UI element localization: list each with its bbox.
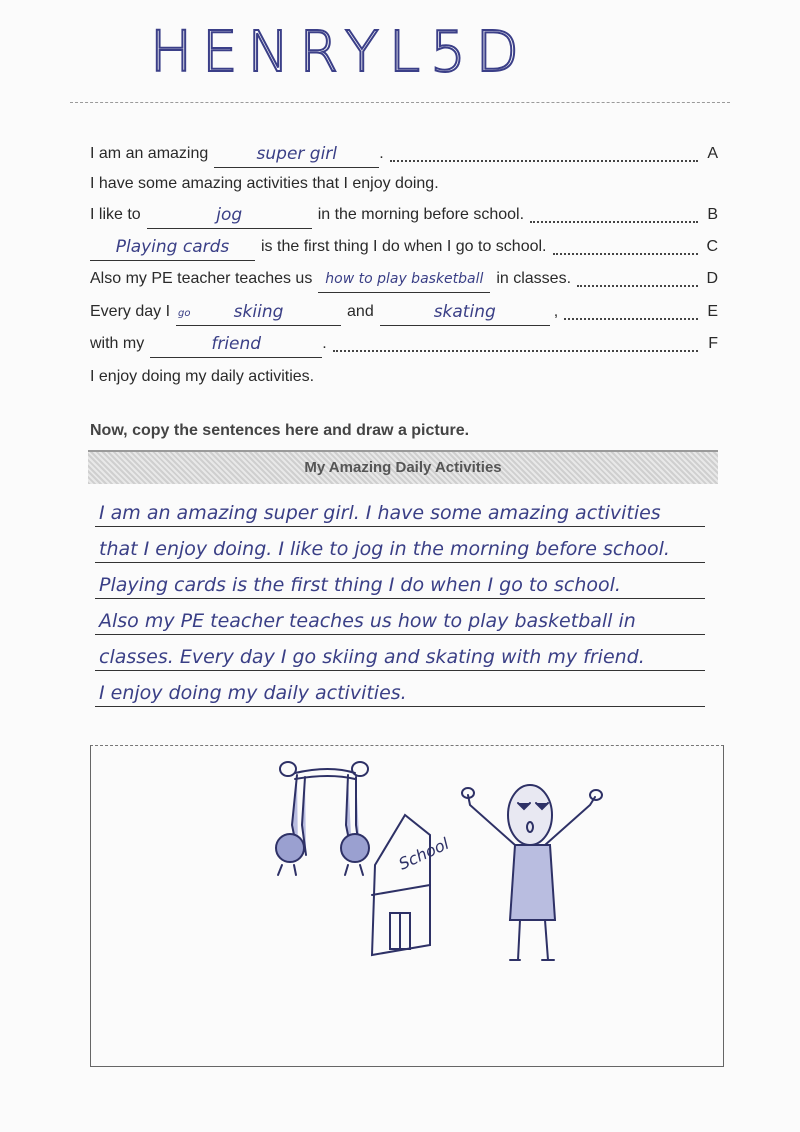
answer-handwriting: skating (433, 302, 496, 322)
sentence-text: is the first thing I do when I go to school. (261, 238, 547, 255)
writing-line[interactable] (95, 670, 705, 707)
sentence-text: . (322, 335, 327, 352)
header-divider (70, 102, 730, 103)
sentence-e (90, 298, 718, 326)
person-doodle (462, 785, 602, 960)
handwritten-text: Playing cards is the first thing I do when I go to school. (99, 574, 621, 596)
answer-letter: B (707, 206, 718, 223)
sentence-text: . (379, 145, 384, 162)
dotted-leader (564, 298, 698, 320)
copy-instruction: Now, copy the sentences here and draw a picture. (90, 422, 470, 439)
answer-handwriting: jog (216, 205, 243, 225)
sentence-f (90, 330, 718, 358)
handwritten-text: I am an amazing super girl. I have some amazing activities (99, 502, 661, 524)
dotted-leader (333, 330, 698, 352)
school-doodle (372, 815, 430, 955)
writing-line[interactable] (95, 562, 705, 599)
dotted-leader (577, 265, 698, 287)
answer-handwriting: skiing (233, 302, 284, 322)
answer-blank[interactable] (150, 331, 322, 358)
writing-line[interactable] (95, 598, 705, 635)
sentence-text: Every day I (90, 303, 171, 320)
answer-blank[interactable] (90, 234, 255, 261)
banner-title: My Amazing Daily Activities (304, 459, 502, 476)
sentence-c (90, 233, 718, 261)
sentence-text: in classes. (496, 270, 572, 287)
school-label: School (395, 833, 452, 874)
writing-line[interactable] (95, 490, 705, 527)
answer-letter: C (706, 238, 718, 255)
handwritten-text: classes. Every day I go skiing and skating with my friend. (99, 646, 645, 668)
monkey-bars-doodle (276, 762, 369, 875)
writing-line[interactable] (95, 634, 705, 671)
answer-note: go (178, 308, 191, 319)
dotted-leader (390, 140, 698, 162)
answer-letter: D (706, 270, 718, 287)
sentence-b (90, 201, 718, 229)
answer-handwriting: friend (211, 334, 262, 354)
answer-blank[interactable] (214, 141, 379, 168)
section-banner (88, 450, 718, 484)
sentence-text: I have some amazing activities that I enjoy doing. (90, 175, 439, 192)
sentence-text: with my (90, 335, 145, 352)
answer-blank[interactable] (380, 299, 550, 326)
handwritten-text: I enjoy doing my daily activities. (99, 682, 407, 704)
answer-blank[interactable] (147, 202, 312, 229)
answer-handwriting: how to play basketball (325, 271, 484, 287)
dotted-leader (530, 201, 698, 223)
sentence-text: Also my PE teacher teaches us (90, 270, 313, 287)
sentence-text: I am an amazing (90, 145, 209, 162)
student-name: HENRYL5D (150, 20, 529, 85)
answer-handwriting: Playing cards (115, 237, 230, 257)
dotted-leader (553, 233, 699, 255)
child-drawing (90, 745, 722, 1065)
answer-letter: F (708, 335, 718, 352)
sentence-a (90, 140, 718, 168)
answer-letter: A (707, 145, 718, 162)
answer-handwriting: super girl (256, 144, 338, 164)
sentence-text: , (553, 303, 559, 320)
sentence-text: in the morning before school. (317, 206, 525, 223)
answer-blank[interactable] (176, 299, 341, 326)
sentence-text: I like to (90, 206, 141, 223)
handwritten-text: that I enjoy doing. I like to jog in the morning before school. (99, 538, 670, 560)
sentence-intro (90, 170, 718, 198)
handwritten-text: Also my PE teacher teaches us how to play basketball in (99, 610, 636, 632)
sentence-d (90, 265, 718, 293)
answer-blank[interactable] (318, 266, 490, 293)
sentence-closing (90, 363, 718, 391)
answer-letter: E (707, 303, 718, 320)
sentence-text: I enjoy doing my daily activities. (90, 368, 315, 385)
sentence-text: and (347, 303, 374, 320)
writing-line[interactable] (95, 526, 705, 563)
